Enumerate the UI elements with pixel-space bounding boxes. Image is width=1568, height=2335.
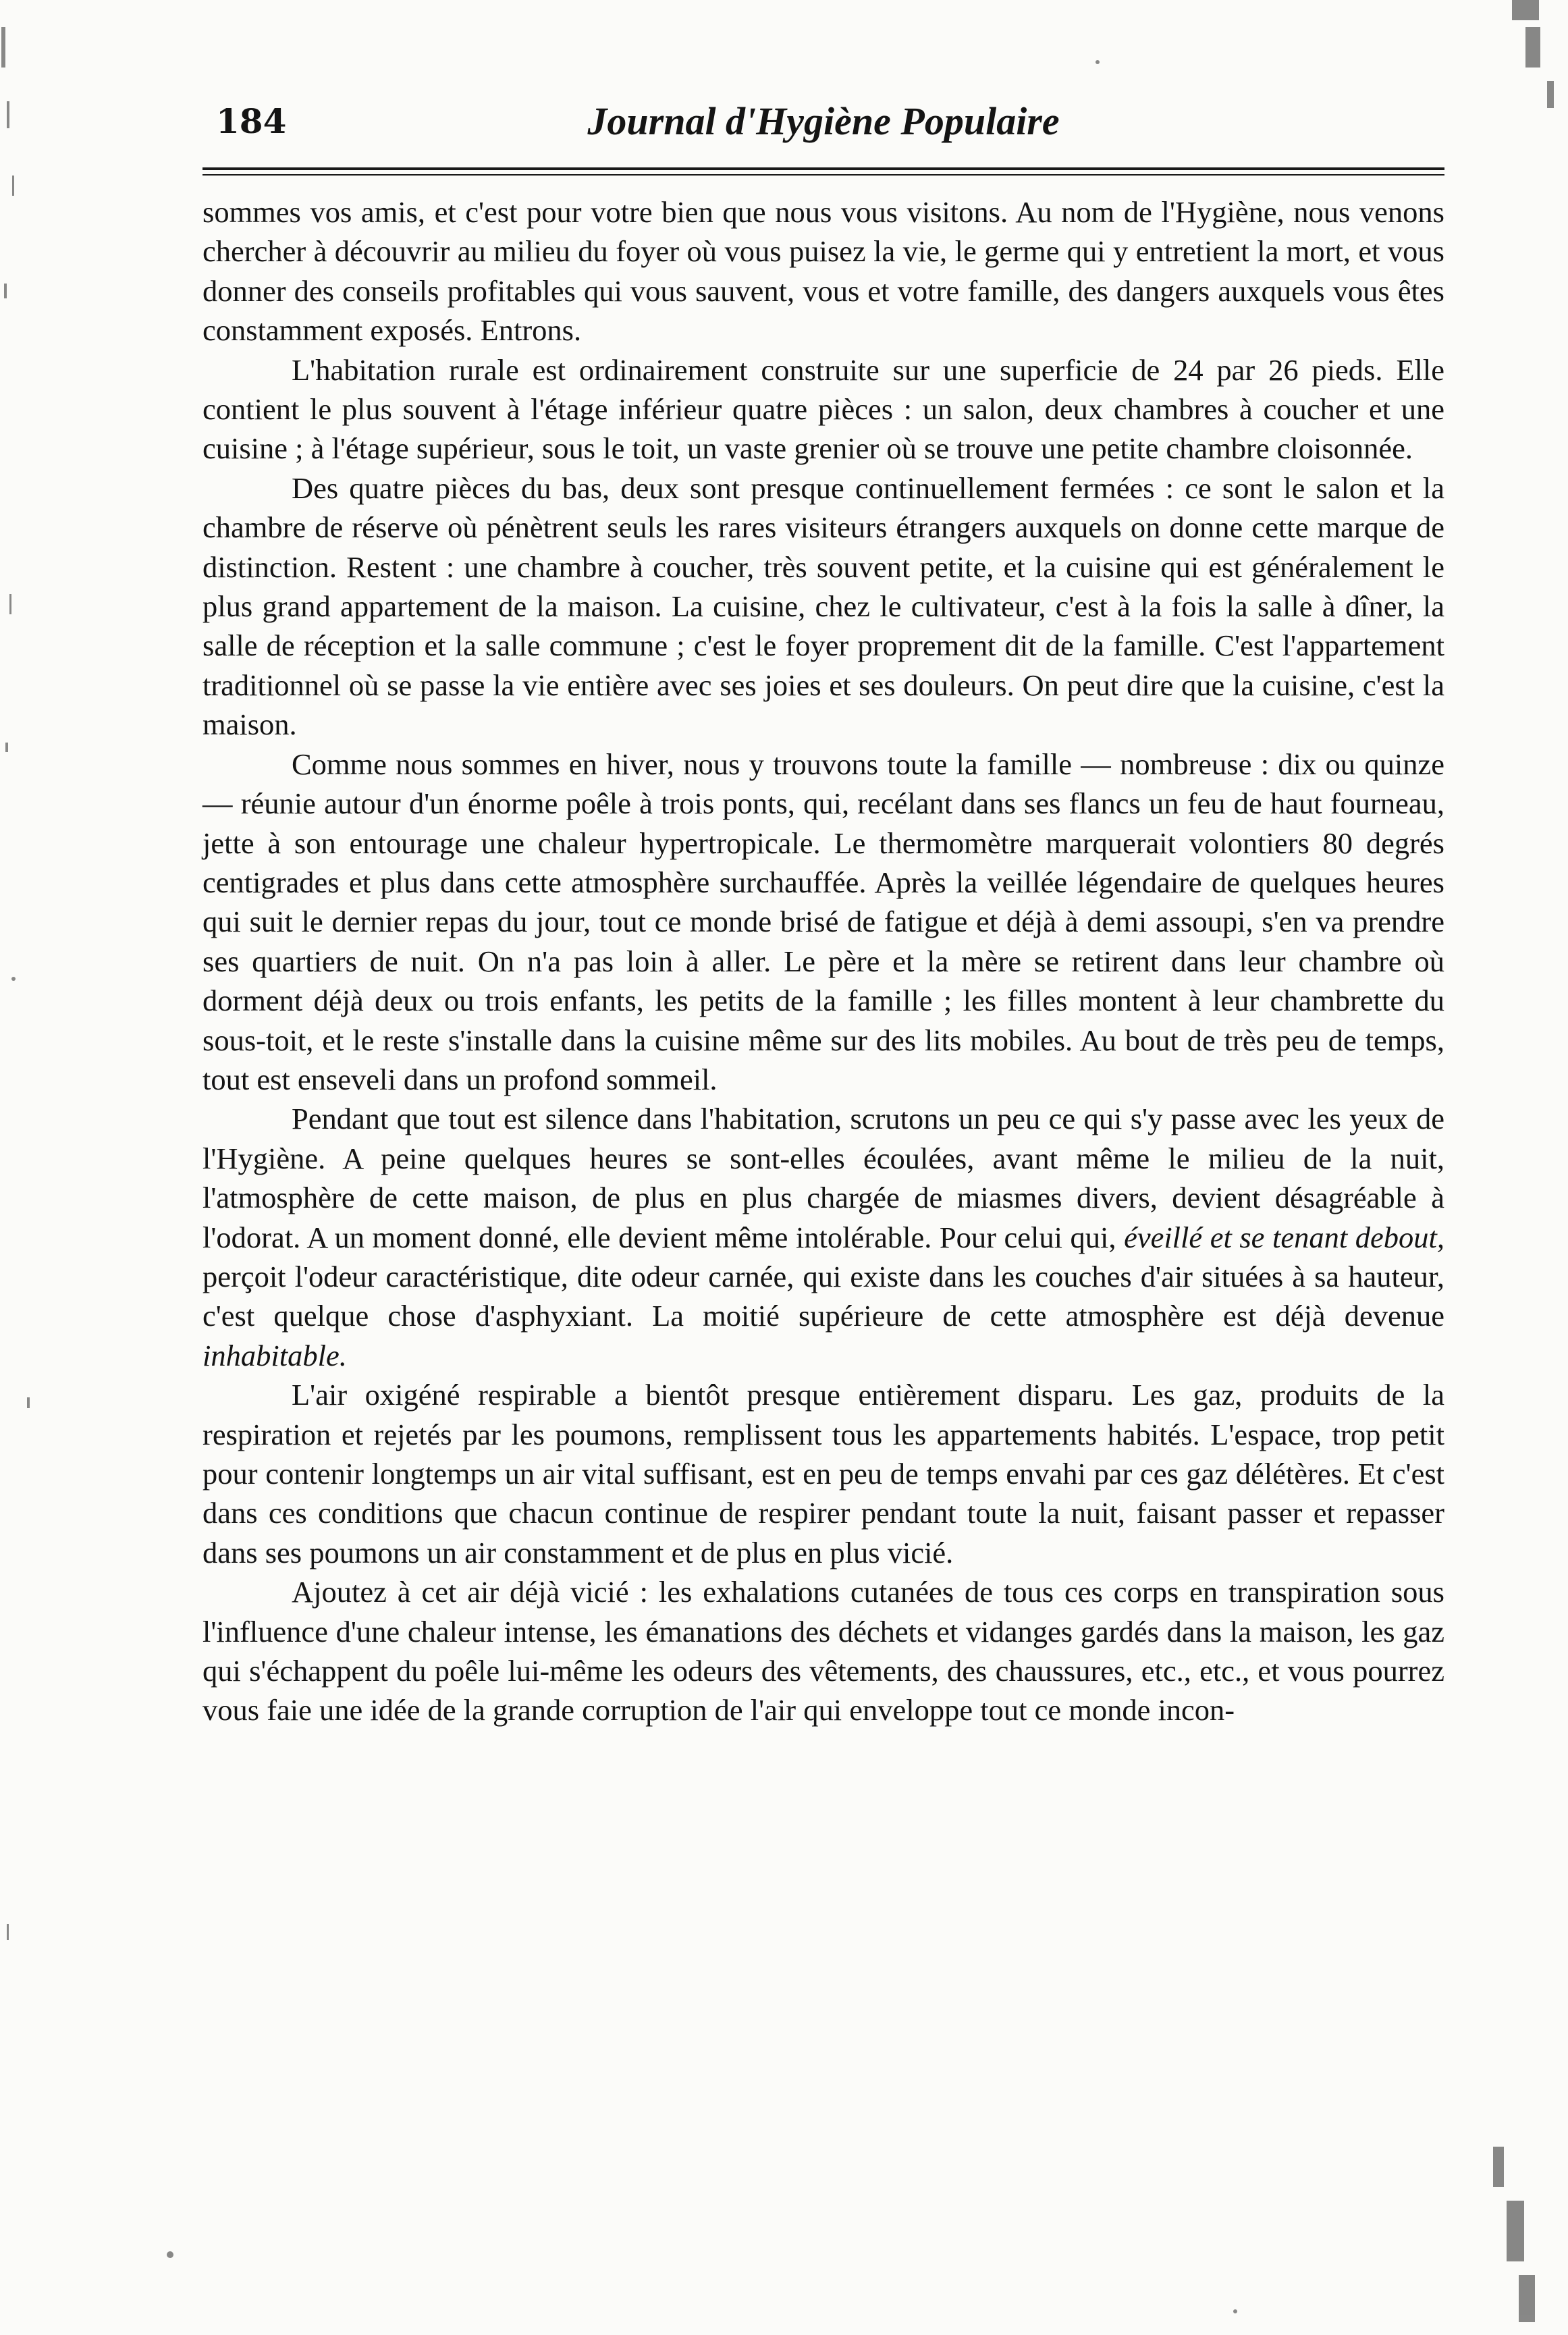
paragraph-2: L'habitation rurale est ordinairement construite sur une superficie de 24 par 26 pieds. Elle contient le plus souvent à l'étage inférieur quatre pièces : un salon, deux chambres à coucher et une cuisine ; à l'étage supérieur, sous le toit, un vaste grenier où se trouve une petite chambre cloisonnée. <box>202 352 1444 466</box>
paragraph-7: Ajoutez à cet air déjà vicié : les exhalations cutanées de tous ces corps en transpiration sous l'influence d'une chaleur intense, les émanations des déchets et vidanges gardés dans la maison, les gaz qui s'échappent du poêle lui-même les odeurs des vêtements, des chaussures, etc., etc., et vous pourrez vous faie une idée de la grande corruption de l'air qui enveloppe tout ce monde incon- <box>202 1575 1444 1727</box>
paragraph-5-text-b: perçoit l'odeur caractéristique, dite odeur carnée, qui existe dans les couches d'air situées à sa hauteur, c'est quelque chose d'asphyxiant. La moitié supérieure de cette atmosphère est déjà devenue <box>202 1259 1444 1333</box>
paragraph-6: L'air oxigéné respirable a bientôt presque entièrement disparu. Les gaz, produits de la respiration et rejetés par les poumons, remplissent tous les appartements habités. L'espace, trop petit pour contenir longtemps un air vital suffisant, est en peu de temps envahi par ces gaz délétères. Et c'est dans ces conditions que chacun continue de respirer pendant toute la nuit, faisant passer et repasser dans ses poumons un air constamment et de plus en plus vicié. <box>202 1378 1444 1569</box>
paragraph-3: Des quatre pièces du bas, deux sont presque continuellement fermées : ce sont le salon et la chambre de réserve où pénètrent seuls les rares visiteurs étrangers auxquels on donne cette marque de distinction. Restent : une chambre à coucher, très souvent petite, et la cuisine qui est généralement le plus grand appartement de la maison. La cuisine, chez le cultivateur, c'est à la fois la salle à dîner, la salle de réception et la salle commune ; c'est le foyer proprement dit de la famille. C'est l'appartement traditionnel où se passe la vie entière avec ses joies et ses douleurs. On peut dire que la cuisine, c'est la maison. <box>202 471 1444 742</box>
header-rule-thick <box>202 167 1444 170</box>
running-head <box>202 95 1444 155</box>
paragraph-1: sommes vos amis, et c'est pour votre bien que nous vous visitons. Au nom de l'Hygiène, nous venons chercher à découvrir au milieu du foyer où vous puisez la vie, le germe qui y entretient la mort, et vous donner des conseils profitables qui vous sauvent, vous et votre famille, des dangers auxquels vous êtes constamment exposés. Entrons. <box>202 195 1444 348</box>
journal-title: Journal d'Hygiène Populaire <box>587 99 1060 143</box>
paragraph-5-italic-a: éveillé et se tenant debout, <box>1124 1220 1444 1254</box>
page-number: 184 <box>216 101 287 141</box>
paragraph-5 <box>202 1099 1444 1375</box>
paragraph-5-text-a: Pendant que tout est silence dans l'habitation, scrutons un peu ce qui s'y passe avec les yeux de l'Hygiène. A peine quelques heures se sont-elles écoulées, avant même le milieu de la nuit, l'atmosphère de cette maison, de plus en plus chargée de miasmes divers, devient désagréable à l'odorat. A un moment donné, elle devient même intolérable. Pour celui qui, <box>202 1102 1444 1254</box>
header-rule-thin <box>202 174 1444 176</box>
paragraph-5-italic-b: inhabitable. <box>202 1338 347 1372</box>
article-body <box>202 192 1444 1730</box>
paragraph-4: Comme nous sommes en hiver, nous y trouvons toute la famille — nombreuse : dix ou quinze — réunie autour d'un énorme poêle à trois ponts, qui, recélant dans ses flancs un feu de haut fourneau, jette à son entourage une chaleur hypertropicale. Le thermomètre marquerait volontiers 80 degrés centigrades et plus dans cette atmosphère surchauffée. Après la veillée légendaire de quelques heures qui suit le dernier repas du jour, tout ce monde brisé de fatigue et déjà à demi assoupi, s'en va prendre ses quartiers de nuit. On n'a pas loin à aller. Le père et la mère se retirent dans leur chambre où dorment déjà deux ou trois enfants, les petits de la famille ; les filles montent à leur chambrette du sous-toit, et le reste s'installe dans la cuisine même sur des lits mobiles. Au bout de très peu de temps, tout est enseveli dans un profond sommeil. <box>202 747 1444 1096</box>
